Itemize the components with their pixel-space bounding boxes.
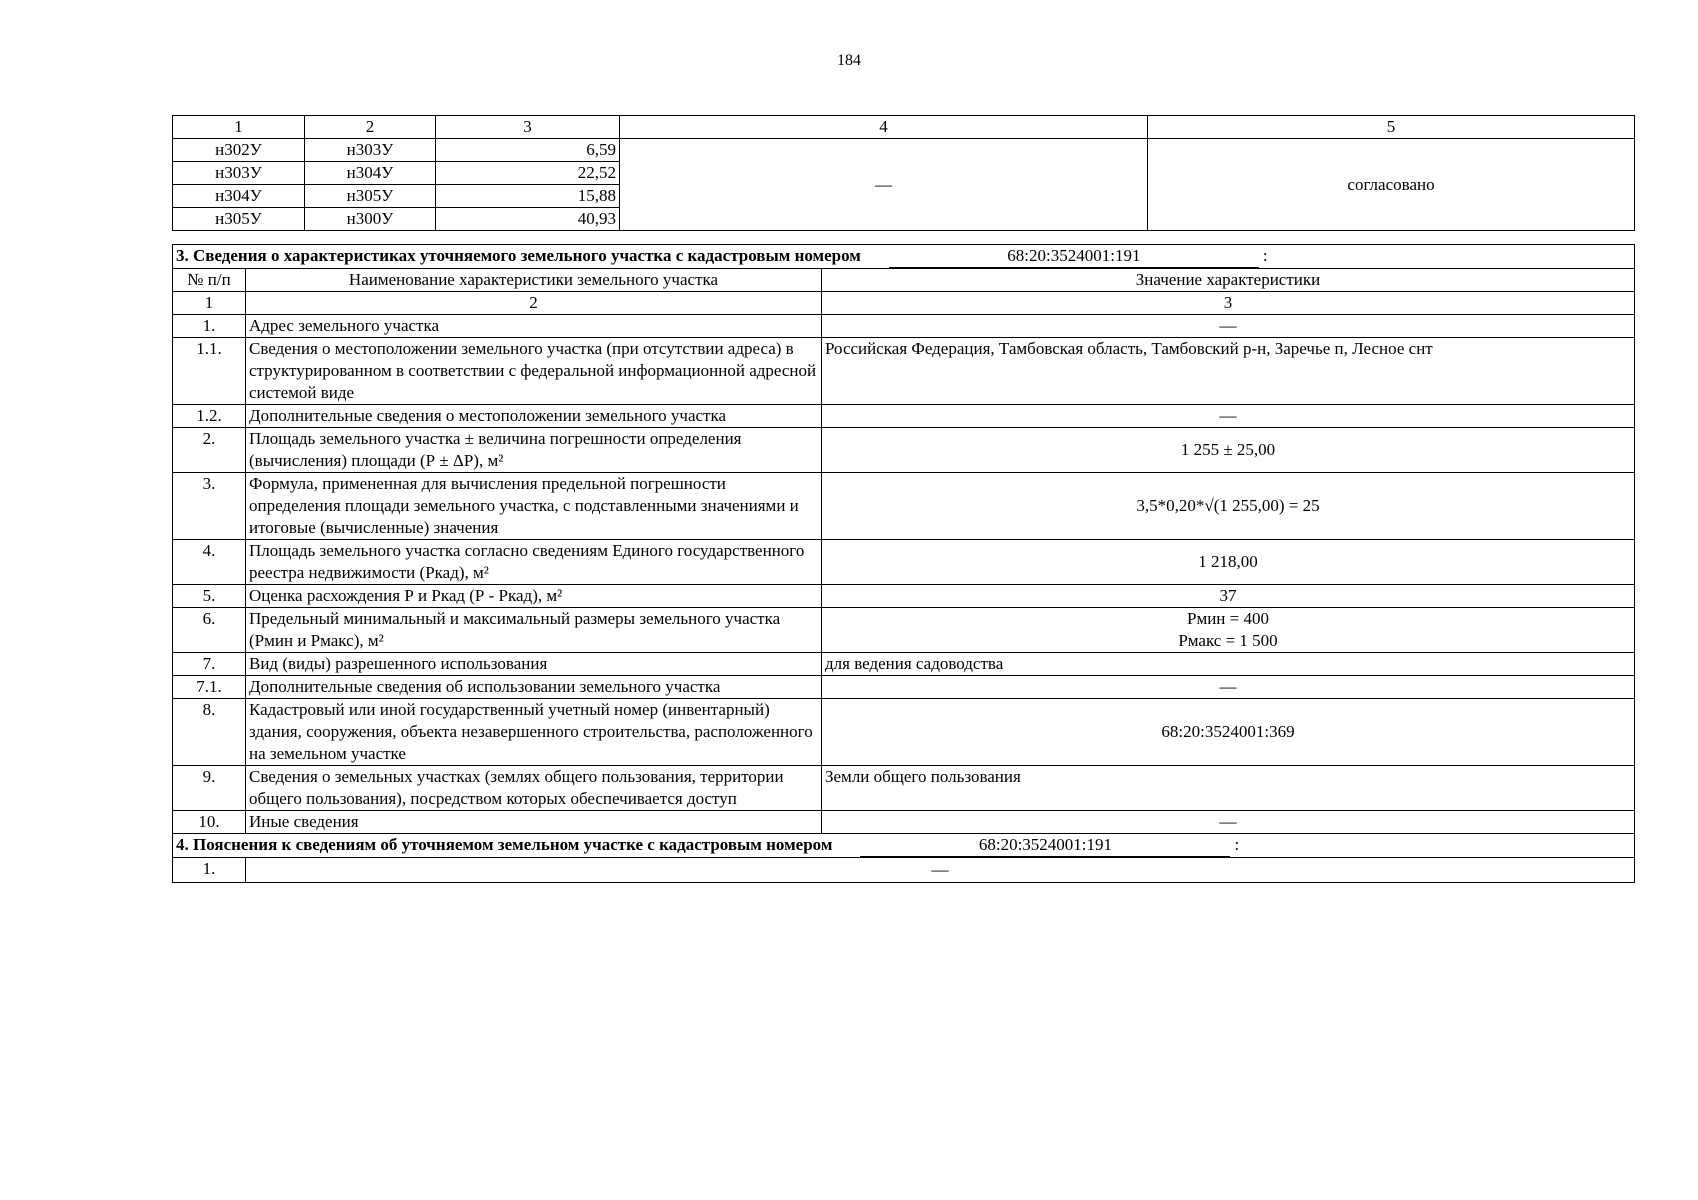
section4-colon: : (1234, 835, 1240, 854)
row-num: 8. (173, 699, 246, 766)
segment-length: 40,93 (436, 208, 620, 231)
header-name: Наименование характеристики земельного участка (246, 269, 822, 292)
row-num: 9. (173, 766, 246, 811)
row-value: 3,5*0,20*√(1 255,00) = 25 (822, 473, 1635, 540)
row-num: 1.2. (173, 405, 246, 428)
point-to: н304У (305, 162, 436, 185)
row-value: — (822, 811, 1635, 834)
segment-length: 22,52 (436, 162, 620, 185)
row-name: Вид (виды) разрешенного использования (246, 653, 822, 676)
row-num: 1. (173, 858, 246, 883)
row-num: 4. (173, 540, 246, 585)
row-value: 68:20:3524001:369 (822, 699, 1635, 766)
row-value: 1 255 ± 25,00 (822, 428, 1635, 473)
col5-value: согласовано (1148, 139, 1635, 231)
row-name: Площадь земельного участка ± величина погрешности определения (вычисления) площади (Р ± ΔР), м² (246, 428, 822, 473)
row-value: Российская Федерация, Тамбовская область, Тамбовский р-н, Заречье п, Лесное снт (822, 338, 1635, 405)
row-num: 5. (173, 585, 246, 608)
row-value: Земли общего пользования (822, 766, 1635, 811)
table-row (173, 405, 1635, 428)
point-from: н305У (173, 208, 305, 231)
table-row (173, 315, 1635, 338)
row-num: 7. (173, 653, 246, 676)
section3-title-row (173, 245, 1635, 269)
segment-length: 6,59 (436, 139, 620, 162)
row-name: Адрес земельного участка (246, 315, 822, 338)
point-to: н300У (305, 208, 436, 231)
row-value: для ведения садоводства (822, 653, 1635, 676)
boundary-table-header (173, 116, 1635, 139)
table-row (173, 653, 1635, 676)
row-name: Сведения о земельных участках (землях общего пользования, территории общего пользования), посредством которых обеспечивается доступ (246, 766, 822, 811)
row-value (822, 608, 1635, 653)
header-value: Значение характеристики (822, 269, 1635, 292)
section3-colon: : (1262, 246, 1268, 265)
col-header: 3 (436, 116, 620, 139)
row-name: Кадастровый или иной государственный учетный номер (инвентарный) здания, сооружения, объекта незавершенного строительства, расположенного на земельном участке (246, 699, 822, 766)
point-to: н303У (305, 139, 436, 162)
row-name: Дополнительные сведения о местоположении земельного участка (246, 405, 822, 428)
section4-title: 4. Пояснения к сведениям об уточняемом земельном участке с кадастровым номером (176, 835, 833, 854)
section3-header-row (173, 269, 1635, 292)
p-max-value: Рмакс = 1 500 (1178, 631, 1278, 650)
row-num: 1. (173, 315, 246, 338)
table-row (173, 338, 1635, 405)
row-value: — (246, 858, 1635, 883)
row-name: Дополнительные сведения об использовании земельного участка (246, 676, 822, 699)
header-num: № п/п (173, 269, 246, 292)
characteristics-table (172, 244, 1635, 883)
section4-title-row (173, 834, 1635, 858)
table-row (173, 608, 1635, 653)
point-from: н303У (173, 162, 305, 185)
row-num: 1.1. (173, 338, 246, 405)
row-num: 3. (173, 473, 246, 540)
row-value: 37 (822, 585, 1635, 608)
table-row (173, 585, 1635, 608)
row-name: Оценка расхождения Р и Ркад (Р - Ркад), м² (246, 585, 822, 608)
header-num-index: 1 (173, 292, 246, 315)
section3-cadastral-number: 68:20:3524001:191 (889, 245, 1259, 268)
table-row (173, 858, 1635, 883)
section3-title-cell (173, 245, 1635, 269)
section4-cadastral-number: 68:20:3524001:191 (860, 834, 1230, 857)
row-name: Иные сведения (246, 811, 822, 834)
table-row (173, 811, 1635, 834)
point-to: н305У (305, 185, 436, 208)
row-num: 6. (173, 608, 246, 653)
row-value: — (822, 315, 1635, 338)
row-name: Сведения о местоположении земельного участка (при отсутствии адреса) в структурированном в соответствии с федеральной информационной адресной системой виде (246, 338, 822, 405)
table-row (173, 473, 1635, 540)
table-row (173, 540, 1635, 585)
section3-title: 3. Сведения о характеристиках уточняемого земельного участка с кадастровым номером (176, 246, 861, 265)
row-value: — (822, 676, 1635, 699)
col-header: 5 (1148, 116, 1635, 139)
section4-title-cell (173, 834, 1635, 858)
header-value-index: 3 (822, 292, 1635, 315)
col-header: 2 (305, 116, 436, 139)
row-value: — (822, 405, 1635, 428)
row-num: 2. (173, 428, 246, 473)
row-name: Предельный минимальный и максимальный размеры земельного участка (Рмин и Рмакс), м² (246, 608, 822, 653)
segment-length: 15,88 (436, 185, 620, 208)
col-header: 1 (173, 116, 305, 139)
row-num: 10. (173, 811, 246, 834)
col4-value: — (620, 139, 1148, 231)
point-from: н304У (173, 185, 305, 208)
row-name: Формула, примененная для вычисления предельной погрешности определения площади земельного участка, с подставленными значениями и итоговые (вычисленные) значения (246, 473, 822, 540)
row-value: 1 218,00 (822, 540, 1635, 585)
table-row (173, 766, 1635, 811)
col-header: 4 (620, 116, 1148, 139)
boundary-table (172, 115, 1635, 231)
row-num: 7.1. (173, 676, 246, 699)
table-row (173, 139, 1635, 162)
page-number: 184 (837, 52, 861, 69)
point-from: н302У (173, 139, 305, 162)
table-row (173, 676, 1635, 699)
row-name: Площадь земельного участка согласно сведениям Единого государственного реестра недвижимости (Ркад), м² (246, 540, 822, 585)
section3-header-num-row (173, 292, 1635, 315)
header-name-index: 2 (246, 292, 822, 315)
table-row (173, 699, 1635, 766)
p-min-value: Рмин = 400 (1187, 609, 1269, 628)
table-row (173, 428, 1635, 473)
